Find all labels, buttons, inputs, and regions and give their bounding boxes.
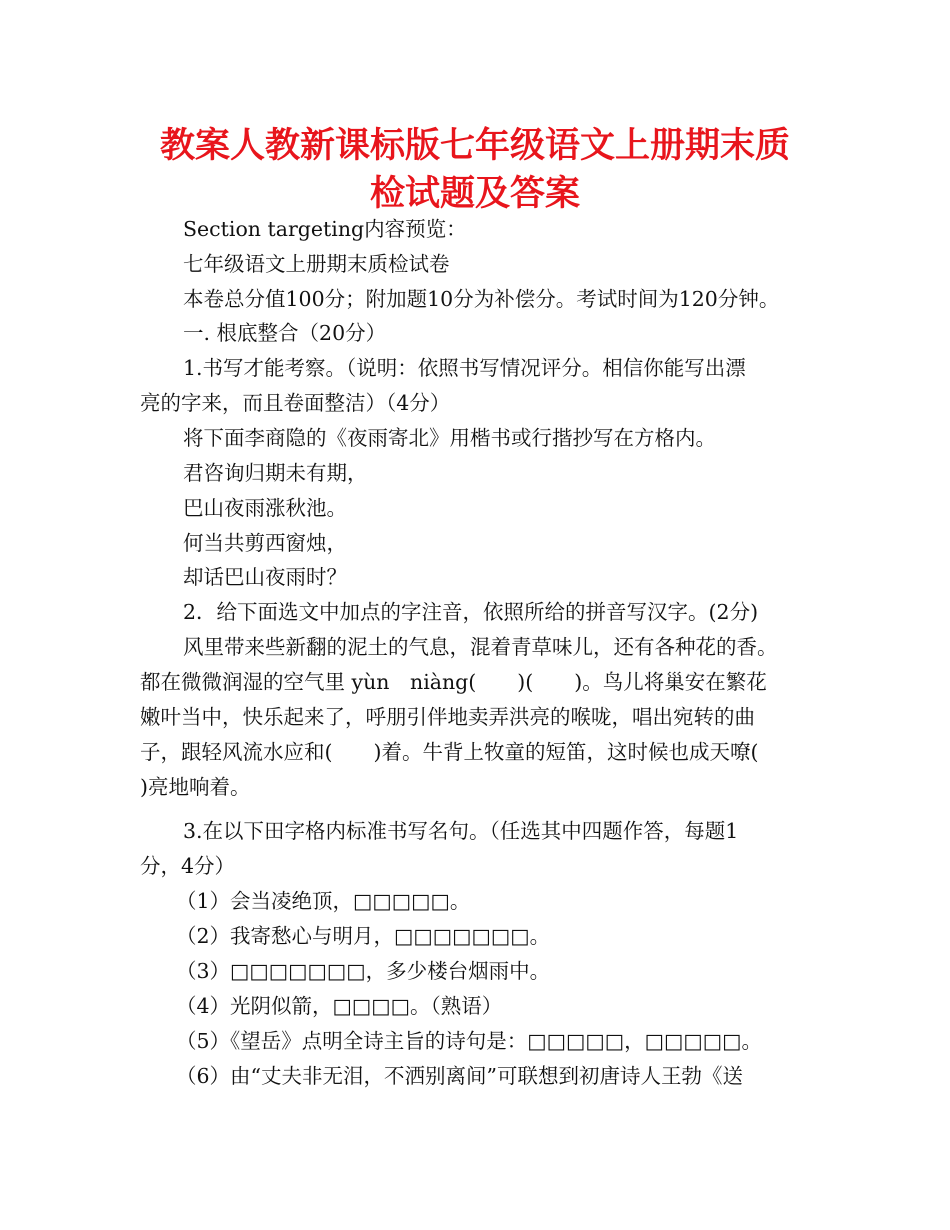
question-3-text: 3.在以下田字格内标准书写名句。（任选其中四题作答，每题1 xyxy=(183,819,739,843)
document-title-line-2: 检试题及答案 xyxy=(369,174,580,214)
score-note: 本卷总分值100分；附加题10分为补偿分。考试时间为120分钟。 xyxy=(183,287,780,311)
item-1: （1）会当凌绝顶，□□□□□。 xyxy=(176,889,471,913)
item-5: （5）《望岳》点明全诗主旨的诗句是：□□□□□，□□□□□。 xyxy=(176,1029,762,1053)
item-2: （2）我寄愁心与明月，□□□□□□□。 xyxy=(176,924,551,948)
question-3-text-cont: 分，4分） xyxy=(140,854,236,878)
passage-line-3: 嫩叶当中，快乐起来了，呼朋引伴地卖弄洪亮的喉咙，唱出宛转的曲 xyxy=(140,705,755,729)
section-preview-label: Section targeting内容预览： xyxy=(183,217,467,241)
item-6: （6）由“丈夫非无泪，不洒别离间”可联想到初唐诗人王勃《送 xyxy=(176,1064,744,1088)
question-1-text: 1.书写才能考察。（说明：依照书写情况评分。相信你能写出漂 xyxy=(183,356,746,380)
item-4: （4）光阴似箭，□□□□。（熟语） xyxy=(176,994,503,1018)
item-3: （3）□□□□□□□，多少楼台烟雨中。 xyxy=(176,959,551,983)
poem-line-1: 君咨询归期未有期， xyxy=(183,461,368,485)
part-one-heading: 一. 根底整合（20分） xyxy=(183,321,387,345)
passage-line-5: )亮地响着。 xyxy=(140,775,251,799)
poem-line-3: 何当共剪西窗烛， xyxy=(183,531,347,555)
passage-line-1: 风里带来些新翻的泥土的气息，混着青草味儿，还有各种花的香。 xyxy=(183,635,778,659)
document-title-line-1: 教案人教新课标版七年级语文上册期末质 xyxy=(159,126,790,166)
poem-line-4: 却话巴山夜雨时？ xyxy=(183,565,347,589)
passage-line-4: 子，跟轻风流水应和( )着。牛背上牧童的短笛，这时候也成天嘹( xyxy=(140,740,759,764)
exam-heading: 七年级语文上册期末质检试卷 xyxy=(183,252,450,276)
question-1-instruction: 将下面李商隐的《夜雨寄北》用楷书或行揩抄写在方格内。 xyxy=(183,426,716,450)
question-2-text: 2．给下面选文中加点的字注音，依照所给的拼音写汉字。(2分) xyxy=(183,600,759,624)
passage-line-2: 都在微微润湿的空气里 yùn niàng( )( )。鸟儿将巢安在繁花 xyxy=(140,670,767,694)
question-1-text-cont: 亮的字来，而且卷面整洁）（4分） xyxy=(140,391,451,415)
poem-line-2: 巴山夜雨涨秋池。 xyxy=(183,496,347,520)
